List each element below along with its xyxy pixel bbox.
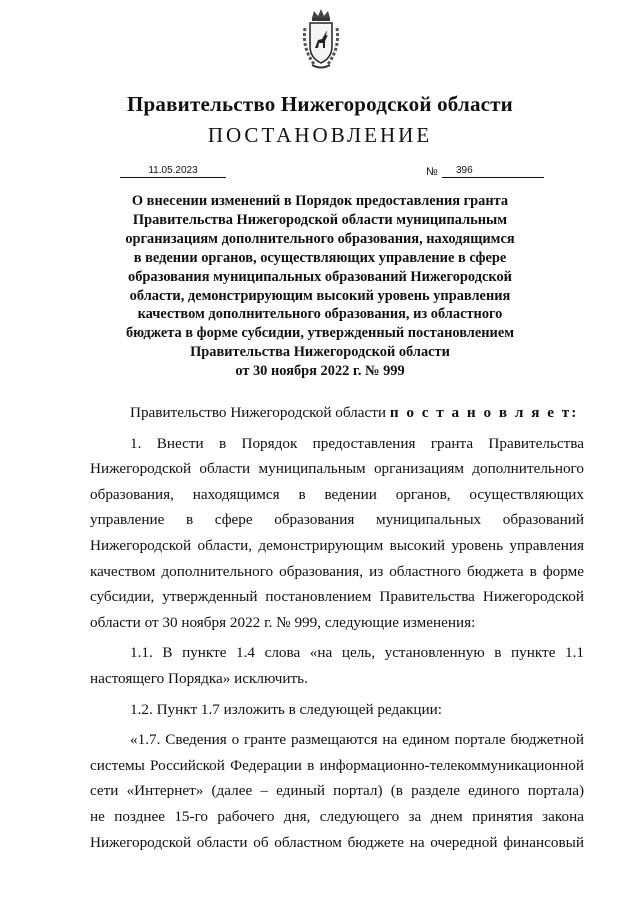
subject-line: от 30 ноября 2022 г. № 999 <box>235 363 405 380</box>
document-type: ПОСТАНОВЛЕНИЕ <box>207 123 433 147</box>
paragraph-line: системы Российской Федерации в информационно-телекоммуникационной <box>90 756 584 774</box>
subject-line: организациям дополнительного образования, находящимся <box>125 230 515 247</box>
document-date: 11.05.2023 <box>120 164 226 178</box>
paragraph-line: «1.7. Сведения о гранте размещаются на едином портале бюджетной <box>130 731 584 749</box>
subject-line: О внесении изменений в Порядок предоставления гранта <box>131 193 509 209</box>
paragraph-1-7 <box>90 727 584 855</box>
paragraph-line: сети «Интернет» (далее – единый портал) (в разделе единого портала) <box>90 782 584 800</box>
paragraph-line: области от 30 ноября 2022 г. № 999, следующие изменения: <box>90 613 476 631</box>
number-sign: № <box>426 166 438 178</box>
subject-line: бюджета в форме субсидии, утвержденный постановлением <box>125 325 515 342</box>
document-number: 396 <box>442 164 544 178</box>
paragraph-1-2: 1.2. Пункт 1.7 изложить в следующей редакции: <box>130 700 443 718</box>
organization-title: Правительство Нижегородской области <box>127 92 513 116</box>
paragraph-line: качеством дополнительного образования, из областного бюджета в форме <box>90 562 584 580</box>
coat-of-arms-icon <box>300 8 342 70</box>
subject-line: в ведении органов, осуществляющих управление в сфере <box>133 249 507 266</box>
subject-line: качеством дополнительного образования, из областного <box>137 306 503 323</box>
paragraph-line: Нижегородской области муниципальным организациям дополнительного <box>90 460 584 478</box>
paragraph-line: образования, находящимся в ведении органов, осуществляющих <box>90 485 584 503</box>
paragraph-line: субсидии, утвержденный постановлением Правительства Нижегородской <box>90 588 584 606</box>
intro-prefix: Правительство Нижегородской области <box>130 404 390 421</box>
paragraph-line: 1. Внести в Порядок предоставления гранта Правительства <box>130 434 584 452</box>
subject-line: Правительства Нижегородской области муниципальным <box>132 211 508 228</box>
paragraph-line: не позднее 15-го рабочего дня, следующего за днем принятия закона <box>90 807 584 825</box>
resolve-word: п о с т а н о в л я е т: <box>389 404 579 421</box>
paragraph-line: Нижегородской области, демонстрирующим высокий уровень управления <box>90 536 584 554</box>
paragraph-line: настоящего Порядка» исключить. <box>90 669 308 687</box>
document-subject <box>100 192 540 381</box>
subject-line: области, демонстрирующим высокий уровень управления <box>129 287 511 304</box>
paragraph-1-1 <box>90 640 584 691</box>
paragraph-1 <box>90 431 584 636</box>
paragraph-line: 1.1. В пункте 1.4 слова «на цель, установленную в пункте 1.1 <box>130 644 584 662</box>
intro-paragraph <box>90 400 584 426</box>
paragraph-line: Нижегородской области об областном бюджете на очередной финансовый <box>90 833 584 851</box>
paragraph-line: управление в сфере образования муниципальных образований <box>90 511 584 529</box>
subject-line: образования муниципальных образований Нижегородской <box>128 268 512 285</box>
document-body <box>90 400 584 855</box>
subject-line: Правительства Нижегородской области <box>190 344 450 361</box>
